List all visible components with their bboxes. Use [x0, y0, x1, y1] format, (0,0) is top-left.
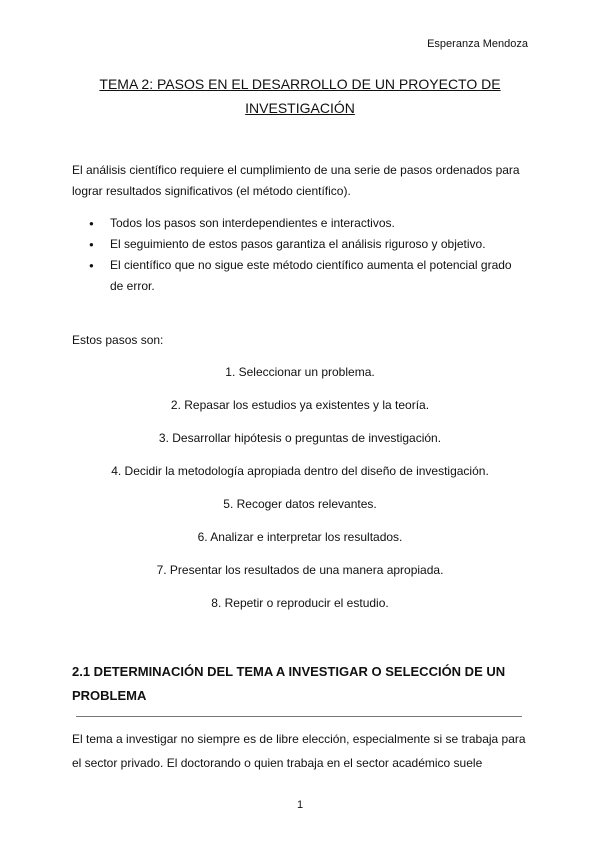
page-number: 1 — [296, 799, 304, 811]
section-body-text: El tema a investigar no siempre es de libre elección, especialmente si se trabaja para el sector privado. El doctorando o quien trabaja en el sector académico suele — [72, 732, 526, 770]
intro-paragraph: El análisis científico requiere el cumplimiento de una serie de pasos ordenados para lograr resultados significativos (el método científico). — [72, 163, 520, 198]
step-item: 1. Seleccionar un problema. — [225, 365, 375, 379]
bullet-item: ● El científico que no sigue este método científico aumenta el potencial grado de error. — [72, 255, 528, 297]
header-author: Esperanza Mendoza — [427, 38, 528, 50]
step-item: 8. Repetir o reproducir el estudio. — [211, 596, 389, 610]
step-item: 6. Analizar e interpretar los resultados. — [197, 530, 403, 544]
bullet-list — [72, 213, 528, 297]
horizontal-rule — [76, 716, 522, 717]
bullet-item: ● Todos los pasos son interdependientes e interactivos. — [72, 213, 528, 234]
step-item: 5. Recoger datos relevantes. — [223, 497, 377, 511]
steps-list — [72, 362, 528, 626]
step-item: 2. Repasar los estudios ya existentes y la teoría. — [170, 398, 430, 412]
document-title: TEMA 2: PASOS EN EL DESARROLLO DE UN PROYECTO DE INVESTIGACIÓN — [99, 76, 501, 116]
step-item: 7. Presentar los resultados de una manera apropiada. — [156, 563, 444, 577]
section-heading: 2.1 DETERMINACIÓN DEL TEMA A INVESTIGAR O SELECCIÓN DE UN PROBLEMA — [72, 664, 506, 703]
step-item: 3. Desarrollar hipótesis o preguntas de investigación. — [158, 431, 442, 445]
bullet-item: ● El seguimiento de estos pasos garantiza el análisis riguroso y objetivo. — [72, 234, 528, 255]
steps-intro: Estos pasos son: — [72, 333, 164, 347]
step-item: 4. Decidir la metodología apropiada dentro del diseño de investigación. — [111, 464, 489, 478]
